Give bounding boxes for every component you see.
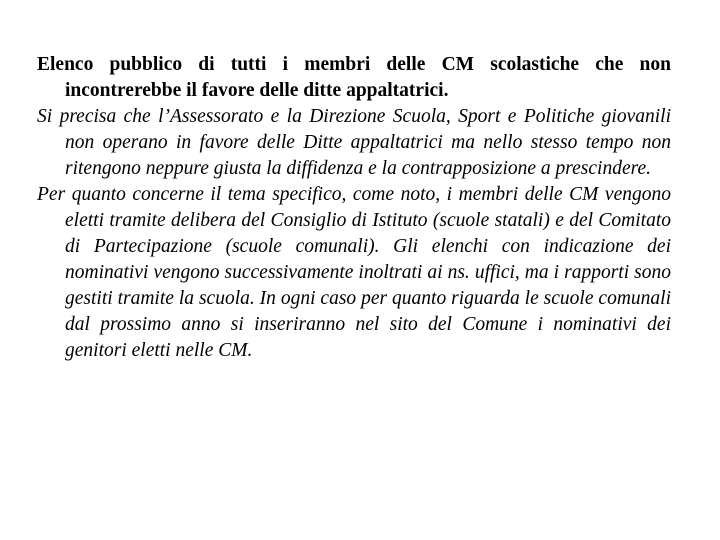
paragraph-assessorato-position: Si precisa che l’Assessorato e la Direzione Scuola, Sport e Politiche giovanili non operano in favore delle Ditte appaltatrici ma nello stesso tempo non ritengono neppure giusta la diffidenza e la contrapposizione a prescindere. — [37, 106, 671, 179]
paragraph-public-list: Elenco pubblico di tutti i membri delle CM scolastiche che non incontrerebbe il favore delle ditte appaltatrici. — [37, 54, 671, 101]
text-block — [37, 52, 671, 364]
paragraph-cm-election: Per quanto concerne il tema specifico, come noto, i membri delle CM vengono eletti tramite delibera del Consiglio di Istituto (scuole statali) e del Comitato di Partecipazione (scuole comunali). Gli elenchi con indicazione dei nominativi vengono successivamente inoltrati ai ns. uffici, ma i rapporti sono gestiti tramite la scuola. In ogni caso per quanto riguarda le scuole comunali dal prossimo anno si inseriranno nel sito del Comune i nominativi dei genitori eletti nelle CM. — [37, 184, 671, 361]
